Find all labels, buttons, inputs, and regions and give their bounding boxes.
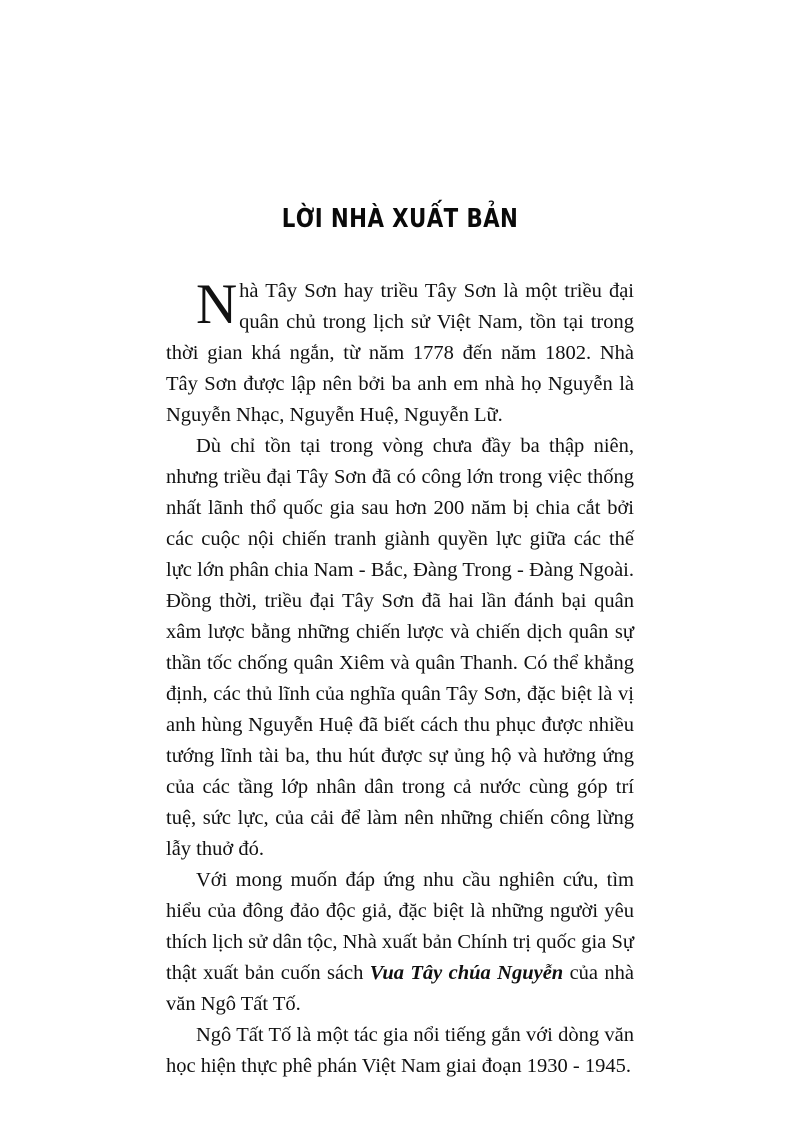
paragraph-1	[166, 272, 634, 431]
paragraph-1-text: hà Tây Sơn hay triều Tây Sơn là một triều đại quân chủ trong lịch sử Việt Nam, tồn tại trong thời gian khá ngắn, từ năm 1778 đến năm 1802. Nhà Tây Sơn được lập nên bởi ba anh em nhà họ Nguyễn là Nguyễn Nhạc, Nguyễn Huệ, Nguyễn Lữ.	[166, 279, 634, 426]
page-title: LỜI NHÀ XUẤT BẢN	[281, 204, 519, 234]
paragraph-3-text-before-book-title: Với mong muốn đáp ứng nhu cầu nghiên cứu, tìm hiểu của đông đảo độc giả, đặc biệt là những người yêu thích lịch sử dân tộc, Nhà xuất bản Chính trị quốc gia Sự thật xuất bản cuốn sách	[166, 868, 634, 984]
paragraph-2-text: Dù chỉ tồn tại trong vòng chưa đầy ba thập niên, nhưng triều đại Tây Sơn đã có công lớn trong việc thống nhất lãnh thổ quốc gia sau hơn 200 năm bị chia cắt bởi các cuộc nội chiến tranh giành quyền lực giữa các thế lực lớn phân chia Nam - Bắc, Đàng Trong - Đàng Ngoài. Đồng thời, triều đại Tây Sơn đã hai lần đánh bại quân xâm lược bằng những chiến lược và chiến dịch quân sự thần tốc chống quân Xiêm và quân Thanh. Có thể khẳng định, các thủ lĩnh của nghĩa quân Tây Sơn, đặc biệt là vị anh hùng Nguyễn Huệ đã biết cách thu phục được nhiều tướng lĩnh tài ba, thu hút được sự ủng hộ và hưởng ứng của các tầng lớp nhân dân trong cả nước cùng góp trí tuệ, sức lực, của cải để làm nên những chiến công lừng lẫy thuở đó.	[166, 434, 634, 860]
book-title-mention: Vua Tây chúa Nguyễn	[369, 961, 564, 984]
paragraph-3-text-after-book-title: của nhà văn Ngô Tất Tố.	[166, 961, 634, 1015]
paragraph-4	[166, 1020, 634, 1082]
paragraph-2	[166, 431, 634, 865]
paragraph-3	[166, 865, 634, 1020]
paragraph-4-text: Ngô Tất Tố là một tác gia nổi tiếng gắn với dòng văn học hiện thực phê phán Việt Nam giai đoạn 1930 - 1945.	[166, 1023, 634, 1077]
body-text	[166, 272, 634, 1082]
drop-cap-letter: N	[196, 272, 238, 336]
page-content	[166, 205, 634, 1082]
